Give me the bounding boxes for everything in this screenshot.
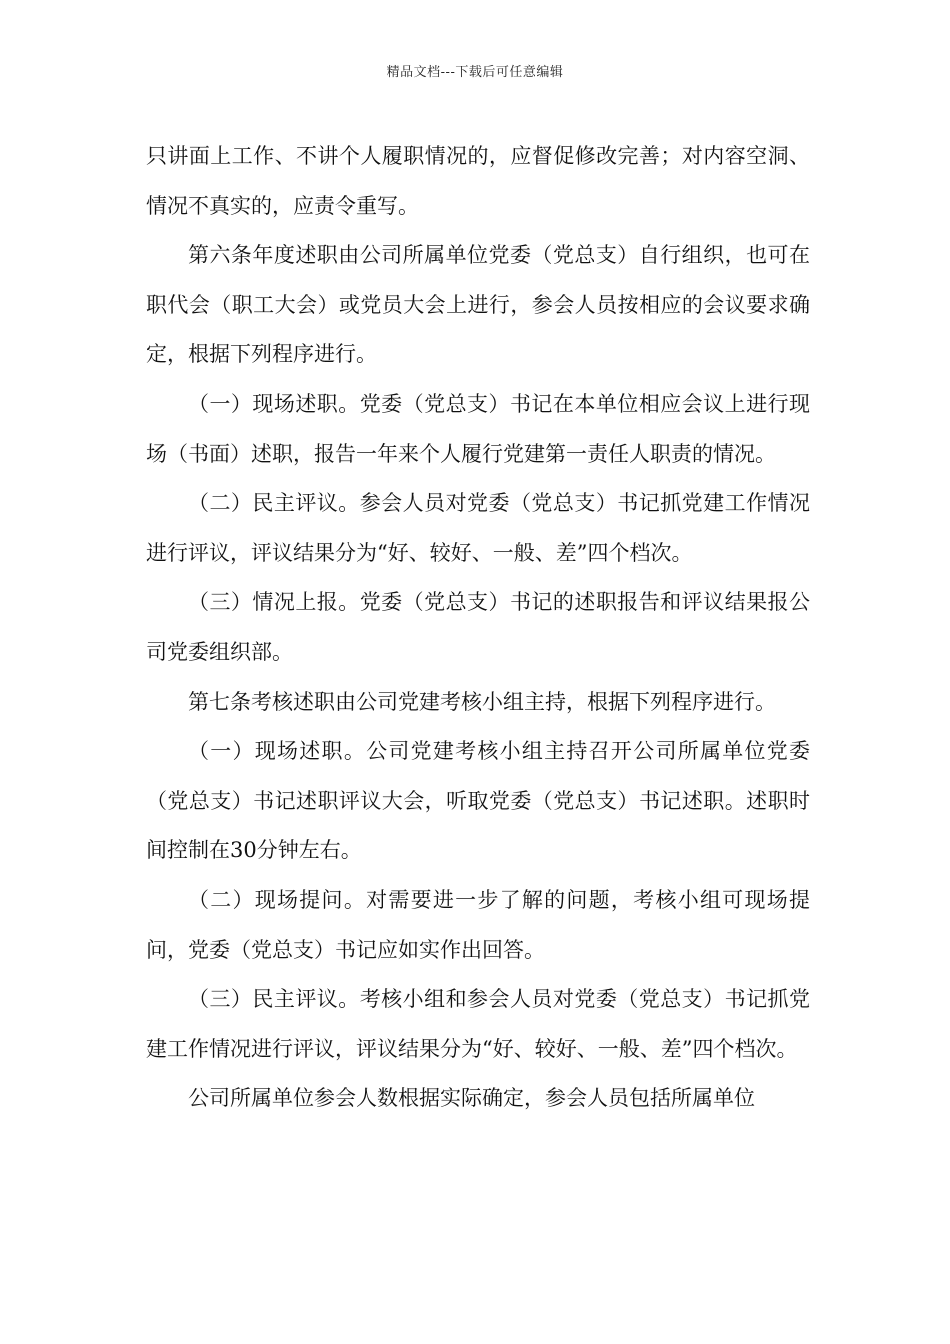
page-header: 精品文档---下载后可任意编辑 bbox=[386, 65, 564, 80]
paragraph-article-7-item-2: （二）现场提问。对需要进一步了解的问题，考核小组可现场提问，党委（党总支）书记应如实作出回答。 bbox=[146, 887, 810, 962]
paragraph-article-7: 第七条考核述职由公司党建考核小组主持，根据下列程序进行。 bbox=[188, 689, 776, 714]
document-body bbox=[146, 132, 810, 1124]
paragraph-article-6-item-2: （二）民主评议。参会人员对党委（党总支）书记抓党建工作情况进行评议，评议结果分为“好、较好、一般、差”四个档次。 bbox=[146, 491, 810, 565]
paragraph-article-6-item-1: （一）现场述职。党委（党总支）书记在本单位相应会议上进行现场（书面）述职，报告一年来个人履行党建第一责任人职责的情况。 bbox=[146, 391, 810, 466]
paragraph-article-7-item-3: （三）民主评议。考核小组和参会人员对党委（党总支）书记抓党建工作情况进行评议，评议结果分为“好、较好、一般、差”四个档次。 bbox=[146, 987, 810, 1061]
paragraph-participants: 公司所属单位参会人数根据实际确定，参会人员包括所属单位 bbox=[188, 1086, 755, 1111]
paragraph-article-6-item-3: （三）情况上报。党委（党总支）书记的述职报告和评议结果报公司党委组织部。 bbox=[146, 590, 810, 664]
paragraph-continuation: 只讲面上工作、不讲个人履职情况的，应督促修改完善；对内容空洞、情况不真实的，应责令重写。 bbox=[146, 144, 810, 218]
paragraph-article-6: 第六条年度述职由公司所属单位党委（党总支）自行组织，也可在职代会（职工大会）或党员大会上进行，参会人员按相应的会议要求确定，根据下列程序进行。 bbox=[146, 243, 810, 367]
paragraph-article-7-item-1: （一）现场述职。公司党建考核小组主持召开公司所属单位党委（党总支）书记述职评议大会，听取党委（党总支）书记述职。述职时间控制在30分钟左右。 bbox=[146, 739, 810, 863]
